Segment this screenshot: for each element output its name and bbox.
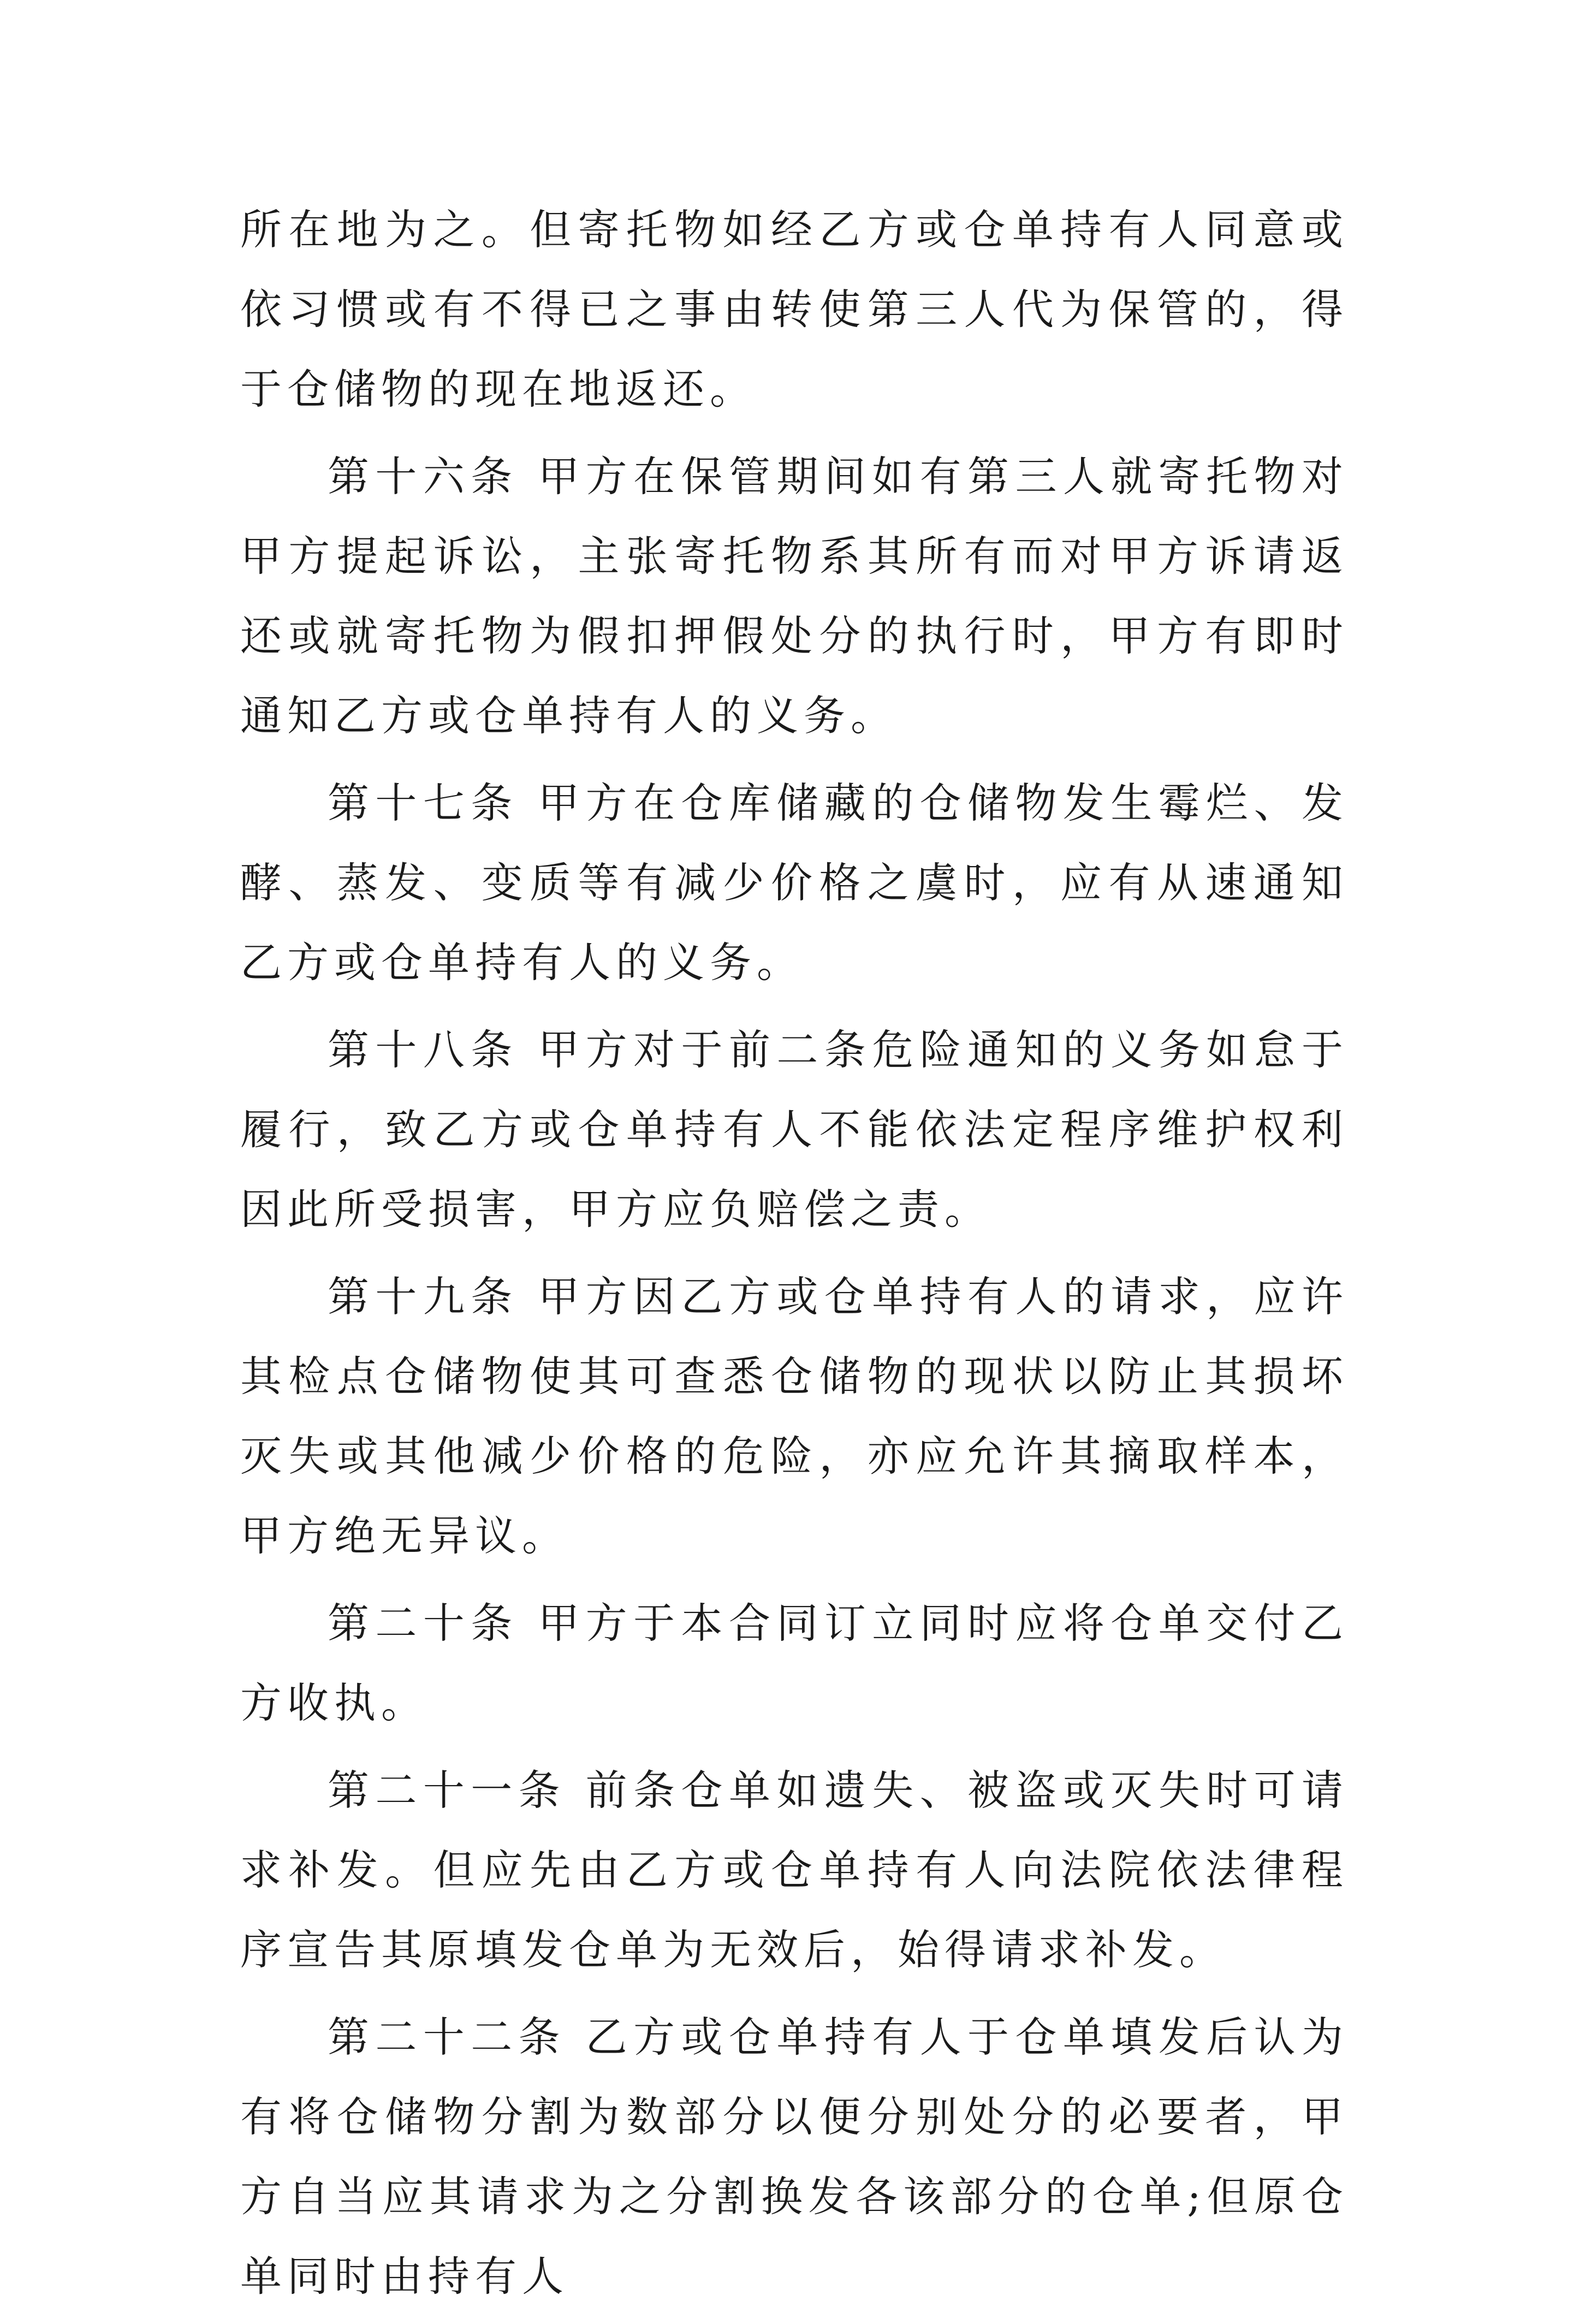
- article-19: 第十九条 甲方因乙方或仓单持有人的请求，应许其检点仓储物使其可查悉仓储物的现状以防止其损坏灭失或其他减少价格的危险，亦应允许其摘取样本，甲方绝无异议。: [240, 1272, 1349, 1560]
- article-22: 第二十二条 乙方或仓单持有人于仓单填发后认为有将仓储物分割为数部分以便分别处分的必要者，甲方自当应其请求为之分割换发各该部分的仓单;但原仓单同时由持有人: [240, 2013, 1349, 2301]
- paragraph-continuation: 所在地为之。但寄托物如经乙方或仓单持有人同意或依习惯或有不得已之事由转使第三人代为保管的，得于仓储物的现在地返还。: [240, 205, 1349, 413]
- article-20: 第二十条 甲方于本合同订立同时应将仓单交付乙方收执。: [240, 1599, 1349, 1727]
- article-18: 第十八条 甲方对于前二条危险通知的义务如怠于履行，致乙方或仓单持有人不能依法定程序维护权利因此所受损害，甲方应负赔偿之责。: [240, 1025, 1349, 1234]
- article-17: 第十七条 甲方在仓库储藏的仓储物发生霉烂、发酵、蒸发、变质等有减少价格之虞时，应有从速通知乙方或仓单持有人的义务。: [240, 779, 1349, 987]
- article-21: 第二十一条 前条仓单如遗失、被盗或灭失时可请求补发。但应先由乙方或仓单持有人向法院依法律程序宣告其原填发仓单为无效后，始得请求补发。: [240, 1766, 1349, 1974]
- article-16: 第十六条 甲方在保管期间如有第三人就寄托物对甲方提起诉讼，主张寄托物系其所有而对甲方诉请返还或就寄托物为假扣押假处分的执行时，甲方有即时通知乙方或仓单持有人的义务。: [240, 452, 1349, 740]
- document-body: [240, 190, 1349, 2324]
